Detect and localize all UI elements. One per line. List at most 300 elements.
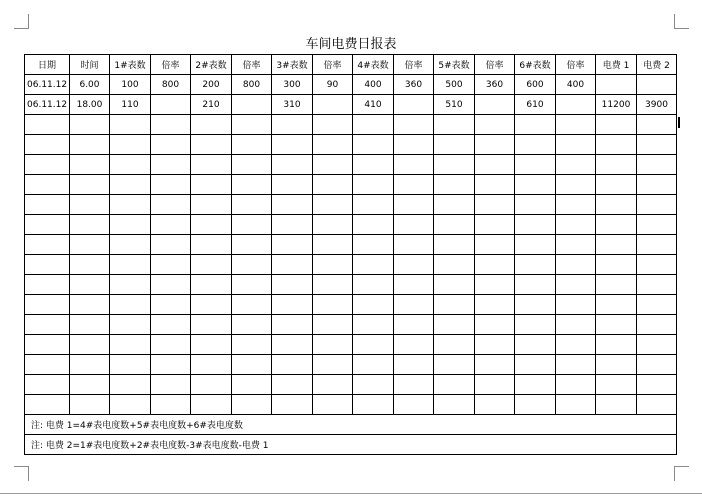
empty-table-cell[interactable] <box>272 235 313 255</box>
table-cell[interactable] <box>637 75 677 95</box>
empty-table-cell[interactable] <box>394 375 434 395</box>
empty-table-cell[interactable] <box>191 155 232 175</box>
table-cell[interactable]: 90 <box>313 75 353 95</box>
empty-table-cell[interactable] <box>191 275 232 295</box>
empty-table-cell[interactable] <box>110 115 151 135</box>
empty-table-cell[interactable] <box>232 235 272 255</box>
empty-table-cell[interactable] <box>313 355 353 375</box>
empty-table-cell[interactable] <box>596 115 637 135</box>
empty-table-cell[interactable] <box>353 155 394 175</box>
empty-table-cell[interactable] <box>232 215 272 235</box>
empty-table-cell[interactable] <box>596 175 637 195</box>
empty-table-cell[interactable] <box>475 135 515 155</box>
empty-table-cell[interactable] <box>353 195 394 215</box>
table-cell[interactable] <box>313 95 353 115</box>
empty-table-cell[interactable] <box>434 275 475 295</box>
empty-table-cell[interactable] <box>70 295 110 315</box>
header-cell[interactable]: 倍率 <box>232 55 272 75</box>
empty-table-cell[interactable] <box>191 115 232 135</box>
empty-table-cell[interactable] <box>110 135 151 155</box>
empty-table-cell[interactable] <box>191 375 232 395</box>
empty-table-cell[interactable] <box>272 195 313 215</box>
empty-table-cell[interactable] <box>353 335 394 355</box>
empty-table-cell[interactable] <box>272 315 313 335</box>
empty-table-cell[interactable] <box>191 315 232 335</box>
empty-table-cell[interactable] <box>151 355 191 375</box>
empty-table-cell[interactable] <box>434 355 475 375</box>
empty-table-cell[interactable] <box>313 315 353 335</box>
empty-table-cell[interactable] <box>394 195 434 215</box>
empty-table-cell[interactable] <box>313 275 353 295</box>
empty-table-cell[interactable] <box>191 255 232 275</box>
empty-table-cell[interactable] <box>151 295 191 315</box>
electricity-report-table <box>24 54 677 455</box>
empty-table-cell[interactable] <box>272 295 313 315</box>
empty-table-cell[interactable] <box>556 195 596 215</box>
empty-table-cell[interactable] <box>637 155 677 175</box>
empty-table-cell[interactable] <box>110 355 151 375</box>
empty-table-cell[interactable] <box>515 135 556 155</box>
empty-table-cell[interactable] <box>25 335 70 355</box>
header-cell[interactable]: 2#表数 <box>191 55 232 75</box>
empty-table-cell[interactable] <box>475 115 515 135</box>
empty-table-cell[interactable] <box>394 135 434 155</box>
empty-table-cell[interactable] <box>151 335 191 355</box>
empty-table-cell[interactable] <box>151 155 191 175</box>
header-cell[interactable]: 倍率 <box>151 55 191 75</box>
empty-table-cell[interactable] <box>25 215 70 235</box>
page-corner-mark-bottom-right <box>674 466 689 481</box>
empty-table-cell[interactable] <box>70 215 110 235</box>
empty-table-cell[interactable] <box>110 175 151 195</box>
empty-table-cell[interactable] <box>434 255 475 275</box>
empty-table-cell[interactable] <box>637 255 677 275</box>
empty-table-cell[interactable] <box>353 235 394 255</box>
header-cell[interactable]: 1#表数 <box>110 55 151 75</box>
empty-table-cell[interactable] <box>353 215 394 235</box>
empty-table-cell[interactable] <box>475 175 515 195</box>
empty-table-cell[interactable] <box>25 295 70 315</box>
empty-table-cell[interactable] <box>434 175 475 195</box>
table-cell[interactable]: 11200 <box>596 95 637 115</box>
empty-table-cell[interactable] <box>70 275 110 295</box>
empty-table-cell[interactable] <box>151 235 191 255</box>
empty-table-cell[interactable] <box>515 335 556 355</box>
empty-table-cell[interactable] <box>596 235 637 255</box>
header-cell[interactable]: 倍率 <box>313 55 353 75</box>
empty-table-cell[interactable] <box>434 155 475 175</box>
empty-table-cell[interactable] <box>232 335 272 355</box>
empty-table-cell[interactable] <box>272 115 313 135</box>
table-cell[interactable]: 110 <box>110 95 151 115</box>
empty-table-cell[interactable] <box>70 195 110 215</box>
empty-table-cell[interactable] <box>191 195 232 215</box>
empty-table-cell[interactable] <box>637 315 677 335</box>
page-bottom-edge <box>0 493 702 494</box>
empty-table-cell[interactable] <box>394 255 434 275</box>
table-cell[interactable]: 800 <box>151 75 191 95</box>
empty-table-cell[interactable] <box>596 315 637 335</box>
empty-table-cell[interactable] <box>394 175 434 195</box>
empty-table-cell[interactable] <box>313 235 353 255</box>
page-corner-mark-top-right <box>674 14 689 29</box>
formula-note[interactable]: 注: 电费 1=4#表电度数+5#表电度数+6#表电度数 <box>25 415 677 435</box>
empty-table-cell[interactable] <box>70 315 110 335</box>
table-cell[interactable]: 800 <box>232 75 272 95</box>
empty-table-cell[interactable] <box>556 235 596 255</box>
empty-table-cell[interactable] <box>272 275 313 295</box>
table-cell[interactable]: 200 <box>191 75 232 95</box>
empty-table-cell[interactable] <box>515 315 556 335</box>
empty-table-cell[interactable] <box>475 295 515 315</box>
empty-table-cell[interactable] <box>637 195 677 215</box>
empty-table-cell[interactable] <box>25 135 70 155</box>
empty-table-cell[interactable] <box>475 275 515 295</box>
header-cell[interactable]: 倍率 <box>475 55 515 75</box>
note-row <box>25 435 677 455</box>
empty-table-cell[interactable] <box>232 155 272 175</box>
empty-table-cell[interactable] <box>556 395 596 415</box>
empty-table-cell[interactable] <box>556 355 596 375</box>
empty-table-cell[interactable] <box>394 155 434 175</box>
empty-table-cell[interactable] <box>272 155 313 175</box>
empty-table-cell[interactable] <box>313 335 353 355</box>
empty-table-cell[interactable] <box>110 315 151 335</box>
empty-table-cell[interactable] <box>394 275 434 295</box>
empty-table-cell[interactable] <box>313 195 353 215</box>
empty-table-cell[interactable] <box>394 315 434 335</box>
empty-table-cell[interactable] <box>556 375 596 395</box>
empty-table-cell[interactable] <box>272 215 313 235</box>
table-cell[interactable]: 360 <box>394 75 434 95</box>
empty-table-cell[interactable] <box>434 395 475 415</box>
empty-table-cell[interactable] <box>272 335 313 355</box>
empty-table-cell[interactable] <box>25 195 70 215</box>
empty-table-cell[interactable] <box>556 335 596 355</box>
table-row <box>25 95 677 115</box>
empty-table-cell[interactable] <box>353 315 394 335</box>
empty-table-cell[interactable] <box>353 355 394 375</box>
empty-table-cell[interactable] <box>232 135 272 155</box>
empty-table-cell[interactable] <box>70 155 110 175</box>
empty-table-row <box>25 395 677 415</box>
empty-table-cell[interactable] <box>151 175 191 195</box>
empty-table-cell[interactable] <box>475 155 515 175</box>
header-cell[interactable]: 倍率 <box>556 55 596 75</box>
empty-table-cell[interactable] <box>515 275 556 295</box>
text-cursor <box>678 117 680 128</box>
empty-table-cell[interactable] <box>596 195 637 215</box>
empty-table-cell[interactable] <box>515 235 556 255</box>
header-cell[interactable]: 5#表数 <box>434 55 475 75</box>
empty-table-cell[interactable] <box>110 215 151 235</box>
empty-table-cell[interactable] <box>475 395 515 415</box>
empty-table-cell[interactable] <box>475 335 515 355</box>
header-cell[interactable]: 6#表数 <box>515 55 556 75</box>
table-cell[interactable]: 400 <box>556 75 596 95</box>
page-corner-mark-top-left <box>14 14 29 29</box>
table-cell[interactable] <box>232 95 272 115</box>
empty-table-cell[interactable] <box>272 255 313 275</box>
empty-table-cell[interactable] <box>151 395 191 415</box>
empty-table-cell[interactable] <box>394 235 434 255</box>
table-cell[interactable]: 6.00 <box>70 75 110 95</box>
empty-table-cell[interactable] <box>394 215 434 235</box>
empty-table-cell[interactable] <box>313 255 353 275</box>
empty-table-cell[interactable] <box>272 355 313 375</box>
empty-table-cell[interactable] <box>25 235 70 255</box>
empty-table-cell[interactable] <box>191 215 232 235</box>
table-cell[interactable]: 410 <box>353 95 394 115</box>
empty-table-cell[interactable] <box>232 195 272 215</box>
empty-table-cell[interactable] <box>596 215 637 235</box>
empty-table-cell[interactable] <box>353 135 394 155</box>
empty-table-cell[interactable] <box>556 115 596 135</box>
table-cell[interactable] <box>556 95 596 115</box>
empty-table-cell[interactable] <box>232 395 272 415</box>
empty-table-cell[interactable] <box>475 255 515 275</box>
empty-table-cell[interactable] <box>232 295 272 315</box>
header-cell[interactable]: 日期 <box>25 55 70 75</box>
empty-table-cell[interactable] <box>515 255 556 275</box>
empty-table-cell[interactable] <box>110 295 151 315</box>
empty-table-cell[interactable] <box>434 235 475 255</box>
header-cell[interactable]: 4#表数 <box>353 55 394 75</box>
table-cell[interactable]: 210 <box>191 95 232 115</box>
table-cell[interactable]: 400 <box>353 75 394 95</box>
header-cell[interactable]: 电费 1 <box>596 55 637 75</box>
empty-table-cell[interactable] <box>475 315 515 335</box>
empty-table-cell[interactable] <box>515 215 556 235</box>
table-cell[interactable]: 500 <box>434 75 475 95</box>
empty-table-cell[interactable] <box>272 375 313 395</box>
empty-table-cell[interactable] <box>475 215 515 235</box>
empty-table-cell[interactable] <box>191 355 232 375</box>
empty-table-cell[interactable] <box>353 175 394 195</box>
empty-table-cell[interactable] <box>232 375 272 395</box>
empty-table-cell[interactable] <box>25 315 70 335</box>
empty-table-cell[interactable] <box>25 395 70 415</box>
empty-table-cell[interactable] <box>353 275 394 295</box>
empty-table-cell[interactable] <box>151 215 191 235</box>
empty-table-cell[interactable] <box>394 295 434 315</box>
empty-table-cell[interactable] <box>313 155 353 175</box>
empty-table-cell[interactable] <box>637 355 677 375</box>
empty-table-cell[interactable] <box>110 195 151 215</box>
empty-table-cell[interactable] <box>637 135 677 155</box>
empty-table-cell[interactable] <box>232 115 272 135</box>
empty-table-cell[interactable] <box>353 295 394 315</box>
empty-table-cell[interactable] <box>232 255 272 275</box>
empty-table-cell[interactable] <box>70 175 110 195</box>
empty-table-cell[interactable] <box>637 235 677 255</box>
empty-table-cell[interactable] <box>556 315 596 335</box>
empty-table-cell[interactable] <box>637 375 677 395</box>
empty-table-cell[interactable] <box>110 335 151 355</box>
table-cell[interactable]: 100 <box>110 75 151 95</box>
empty-table-cell[interactable] <box>596 255 637 275</box>
empty-table-cell[interactable] <box>637 395 677 415</box>
empty-table-cell[interactable] <box>25 155 70 175</box>
table-cell[interactable]: 3900 <box>637 95 677 115</box>
table-cell[interactable]: 510 <box>434 95 475 115</box>
header-cell[interactable]: 倍率 <box>394 55 434 75</box>
empty-table-cell[interactable] <box>353 115 394 135</box>
empty-table-cell[interactable] <box>394 355 434 375</box>
header-cell[interactable]: 时间 <box>70 55 110 75</box>
empty-table-cell[interactable] <box>434 195 475 215</box>
empty-table-cell[interactable] <box>191 335 232 355</box>
table-cell[interactable]: 18.00 <box>70 95 110 115</box>
empty-table-cell[interactable] <box>151 115 191 135</box>
table-cell[interactable] <box>394 95 434 115</box>
empty-table-cell[interactable] <box>637 335 677 355</box>
table-cell[interactable]: 600 <box>515 75 556 95</box>
empty-table-cell[interactable] <box>70 395 110 415</box>
empty-table-cell[interactable] <box>151 135 191 155</box>
empty-table-cell[interactable] <box>434 135 475 155</box>
empty-table-cell[interactable] <box>596 275 637 295</box>
table-cell[interactable]: 360 <box>475 75 515 95</box>
empty-table-cell[interactable] <box>25 355 70 375</box>
table-cell[interactable]: 06.11.12 <box>25 75 70 95</box>
empty-table-cell[interactable] <box>313 115 353 135</box>
empty-table-cell[interactable] <box>556 255 596 275</box>
empty-table-cell[interactable] <box>637 215 677 235</box>
formula-note[interactable]: 注: 电费 2=1#表电度数+2#表电度数-3#表电度数-电费 1 <box>25 435 677 455</box>
empty-table-cell[interactable] <box>596 375 637 395</box>
empty-table-cell[interactable] <box>515 175 556 195</box>
empty-table-cell[interactable] <box>70 255 110 275</box>
empty-table-cell[interactable] <box>191 135 232 155</box>
empty-table-cell[interactable] <box>434 295 475 315</box>
empty-table-cell[interactable] <box>515 115 556 135</box>
empty-table-cell[interactable] <box>475 375 515 395</box>
empty-table-cell[interactable] <box>475 195 515 215</box>
empty-table-cell[interactable] <box>272 175 313 195</box>
table-cell[interactable] <box>475 95 515 115</box>
empty-table-cell[interactable] <box>25 115 70 135</box>
empty-table-cell[interactable] <box>556 295 596 315</box>
empty-table-cell[interactable] <box>596 135 637 155</box>
empty-table-cell[interactable] <box>556 175 596 195</box>
empty-table-cell[interactable] <box>232 275 272 295</box>
empty-table-cell[interactable] <box>191 235 232 255</box>
table-cell[interactable] <box>151 95 191 115</box>
empty-table-cell[interactable] <box>25 175 70 195</box>
empty-table-cell[interactable] <box>70 355 110 375</box>
empty-table-cell[interactable] <box>556 215 596 235</box>
empty-table-cell[interactable] <box>434 335 475 355</box>
empty-table-cell[interactable] <box>596 355 637 375</box>
empty-table-cell[interactable] <box>151 195 191 215</box>
empty-table-cell[interactable] <box>191 395 232 415</box>
empty-table-cell[interactable] <box>556 155 596 175</box>
empty-table-cell[interactable] <box>475 355 515 375</box>
empty-table-cell[interactable] <box>110 275 151 295</box>
empty-table-cell[interactable] <box>637 115 677 135</box>
empty-table-cell[interactable] <box>515 355 556 375</box>
empty-table-cell[interactable] <box>434 315 475 335</box>
empty-table-cell[interactable] <box>232 315 272 335</box>
empty-table-cell[interactable] <box>515 375 556 395</box>
empty-table-cell[interactable] <box>596 295 637 315</box>
empty-table-cell[interactable] <box>515 195 556 215</box>
empty-table-cell[interactable] <box>637 295 677 315</box>
empty-table-cell[interactable] <box>434 375 475 395</box>
empty-table-cell[interactable] <box>353 375 394 395</box>
empty-table-cell[interactable] <box>313 175 353 195</box>
empty-table-cell[interactable] <box>353 395 394 415</box>
empty-table-cell[interactable] <box>110 395 151 415</box>
empty-table-cell[interactable] <box>313 215 353 235</box>
empty-table-cell[interactable] <box>70 375 110 395</box>
empty-table-cell[interactable] <box>70 335 110 355</box>
table-cell[interactable]: 300 <box>272 75 313 95</box>
empty-table-cell[interactable] <box>313 295 353 315</box>
empty-table-cell[interactable] <box>151 255 191 275</box>
empty-table-cell[interactable] <box>110 155 151 175</box>
table-cell[interactable] <box>596 75 637 95</box>
empty-table-cell[interactable] <box>313 135 353 155</box>
header-cell[interactable]: 电费 2 <box>637 55 677 75</box>
empty-table-cell[interactable] <box>151 375 191 395</box>
table-cell[interactable]: 06.11.12 <box>25 95 70 115</box>
empty-table-cell[interactable] <box>151 315 191 335</box>
empty-table-cell[interactable] <box>515 295 556 315</box>
header-cell[interactable]: 3#表数 <box>272 55 313 75</box>
empty-table-cell[interactable] <box>272 395 313 415</box>
empty-table-cell[interactable] <box>637 175 677 195</box>
empty-table-cell[interactable] <box>232 355 272 375</box>
empty-table-cell[interactable] <box>515 155 556 175</box>
empty-table-cell[interactable] <box>232 175 272 195</box>
empty-table-cell[interactable] <box>394 115 434 135</box>
table-cell[interactable]: 310 <box>272 95 313 115</box>
empty-table-cell[interactable] <box>434 215 475 235</box>
empty-table-cell[interactable] <box>556 135 596 155</box>
empty-table-cell[interactable] <box>556 275 596 295</box>
empty-table-cell[interactable] <box>70 235 110 255</box>
empty-table-cell[interactable] <box>110 375 151 395</box>
empty-table-cell[interactable] <box>191 295 232 315</box>
empty-table-cell[interactable] <box>110 255 151 275</box>
empty-table-cell[interactable] <box>394 335 434 355</box>
empty-table-cell[interactable] <box>272 135 313 155</box>
empty-table-cell[interactable] <box>70 135 110 155</box>
empty-table-cell[interactable] <box>110 235 151 255</box>
empty-table-cell[interactable] <box>596 155 637 175</box>
empty-table-cell[interactable] <box>313 395 353 415</box>
empty-table-cell[interactable] <box>151 275 191 295</box>
empty-table-cell[interactable] <box>25 255 70 275</box>
empty-table-cell[interactable] <box>515 395 556 415</box>
empty-table-cell[interactable] <box>353 255 394 275</box>
empty-table-cell[interactable] <box>70 115 110 135</box>
empty-table-row <box>25 335 677 355</box>
empty-table-cell[interactable] <box>313 375 353 395</box>
empty-table-cell[interactable] <box>475 235 515 255</box>
empty-table-cell[interactable] <box>25 275 70 295</box>
empty-table-cell[interactable] <box>434 115 475 135</box>
empty-table-cell[interactable] <box>191 175 232 195</box>
empty-table-cell[interactable] <box>25 375 70 395</box>
empty-table-cell[interactable] <box>394 395 434 415</box>
table-cell[interactable]: 610 <box>515 95 556 115</box>
empty-table-cell[interactable] <box>596 335 637 355</box>
empty-table-cell[interactable] <box>637 275 677 295</box>
empty-table-cell[interactable] <box>596 395 637 415</box>
